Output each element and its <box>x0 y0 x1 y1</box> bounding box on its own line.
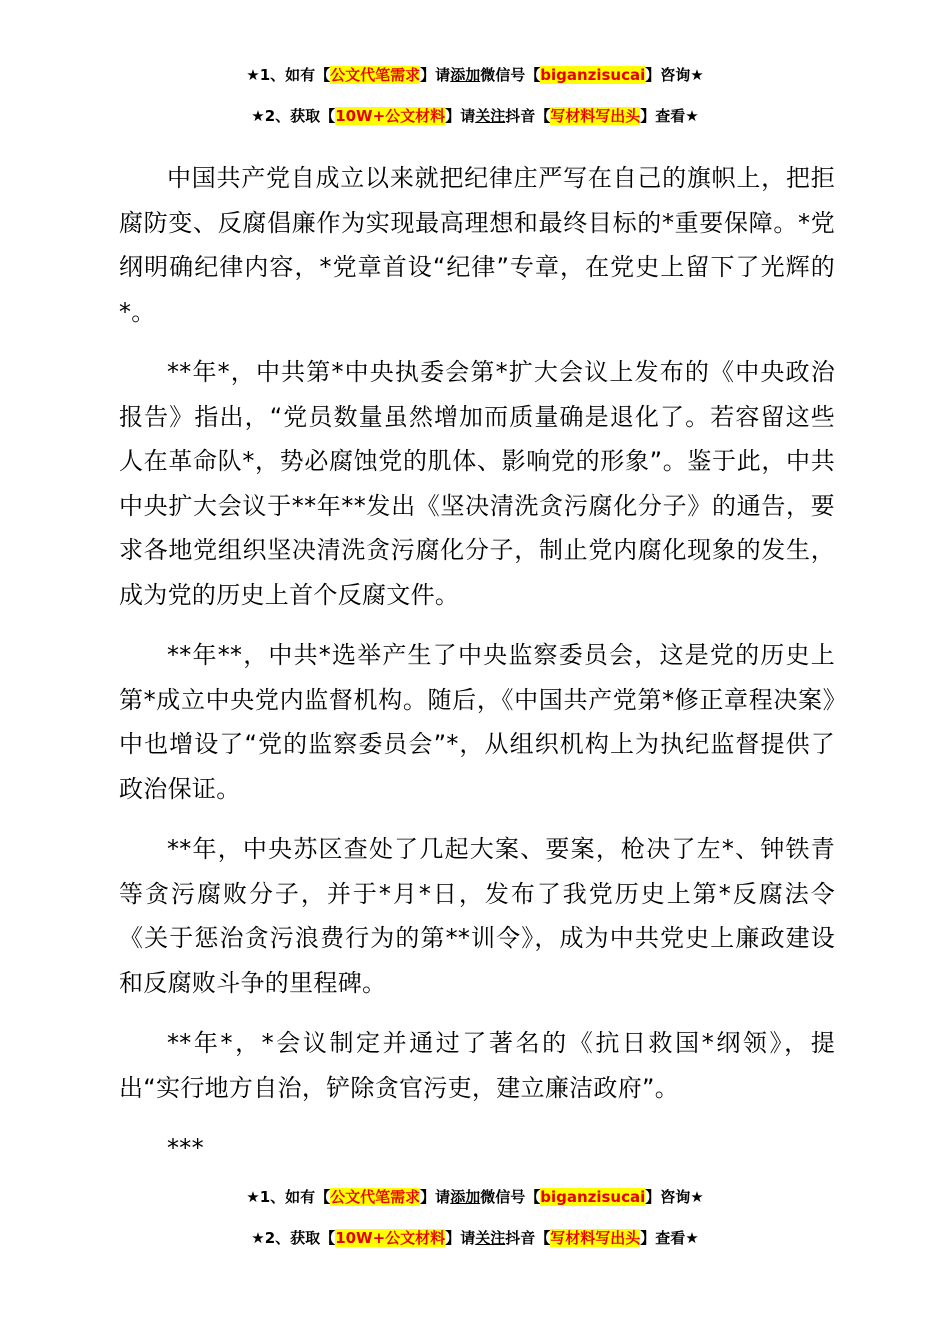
footer-ad-banner <box>0 1186 950 1249</box>
ad-highlight: 10W+公文材料 <box>335 107 446 125</box>
paragraph: **年**，中共*选举产生了中央监察委员会，这是党的历史上第*成立中央党内监督机构。随后，《中国共产党第*修正章程决案》中也增设了“党的监察委员会”*，从组织机构上为执纪监督提供了政治保证。 <box>119 641 835 803</box>
douyin-account: 写材料写出头 <box>550 1229 641 1247</box>
paragraph: **年*，*会议制定并通过了著名的《抗日救国*纲领》，提出“实行地方自治，铲除贪官污吏，建立廉洁政府”。 <box>119 1029 835 1102</box>
ad-highlight: 公文代笔需求 <box>330 1188 421 1206</box>
paragraph: **年*，中共第*中央执委会第*扩大会议上发布的《中央政治报告》指出，“党员数量虽然增加而质量确是退化了。若容留这些人在革命队*，势必腐蚀党的肌体、影响党的形象”。鉴于此，中共中央扩大会议于**年**发出《坚决清洗贪污腐化分子》的通告，要求各地党组织坚决清洗贪污腐化分子，制止党内腐化现象的发生，成为党的历史上首个反腐文件。 <box>119 358 835 609</box>
paragraph: *** <box>167 1134 204 1162</box>
paragraph: 中国共产党自成立以来就把纪律庄严写在自己的旗帜上，把拒腐防变、反腐倡廉作为实现最高理想和最终目标的*重要保障。*党纲明确纪律内容，*党章首设“纪律”专章，在党史上留下了光辉的*。 <box>119 164 835 326</box>
ad-line-2: ★2、获取【10W+公文材料】请关注抖音【写材料写出头】查看★ <box>251 107 699 125</box>
document-body <box>119 156 835 1187</box>
ad-highlight: 10W+公文材料 <box>335 1229 446 1247</box>
header-ad-banner <box>0 64 950 127</box>
wechat-id: biganzisucai <box>540 66 646 84</box>
ad-line-1: ★1、如有【公文代笔需求】请添加微信号【biganzisucai】咨询★ <box>246 66 704 84</box>
wechat-id: biganzisucai <box>540 1188 646 1206</box>
ad-line-2: ★2、获取【10W+公文材料】请关注抖音【写材料写出头】查看★ <box>251 1229 699 1247</box>
paragraph: **年，中央苏区查处了几起大案、要案，枪决了左*、钟铁青等贪污腐败分子，并于*月*日，发布了我党历史上第*反腐法令《关于惩治贪污浪费行为的第**训令》，成为中共党史上廉政建设和反腐败斗争的里程碑。 <box>119 835 835 997</box>
ad-line-1: ★1、如有【公文代笔需求】请添加微信号【biganzisucai】咨询★ <box>246 1188 704 1206</box>
ad-highlight: 公文代笔需求 <box>330 66 421 84</box>
douyin-account: 写材料写出头 <box>550 107 641 125</box>
